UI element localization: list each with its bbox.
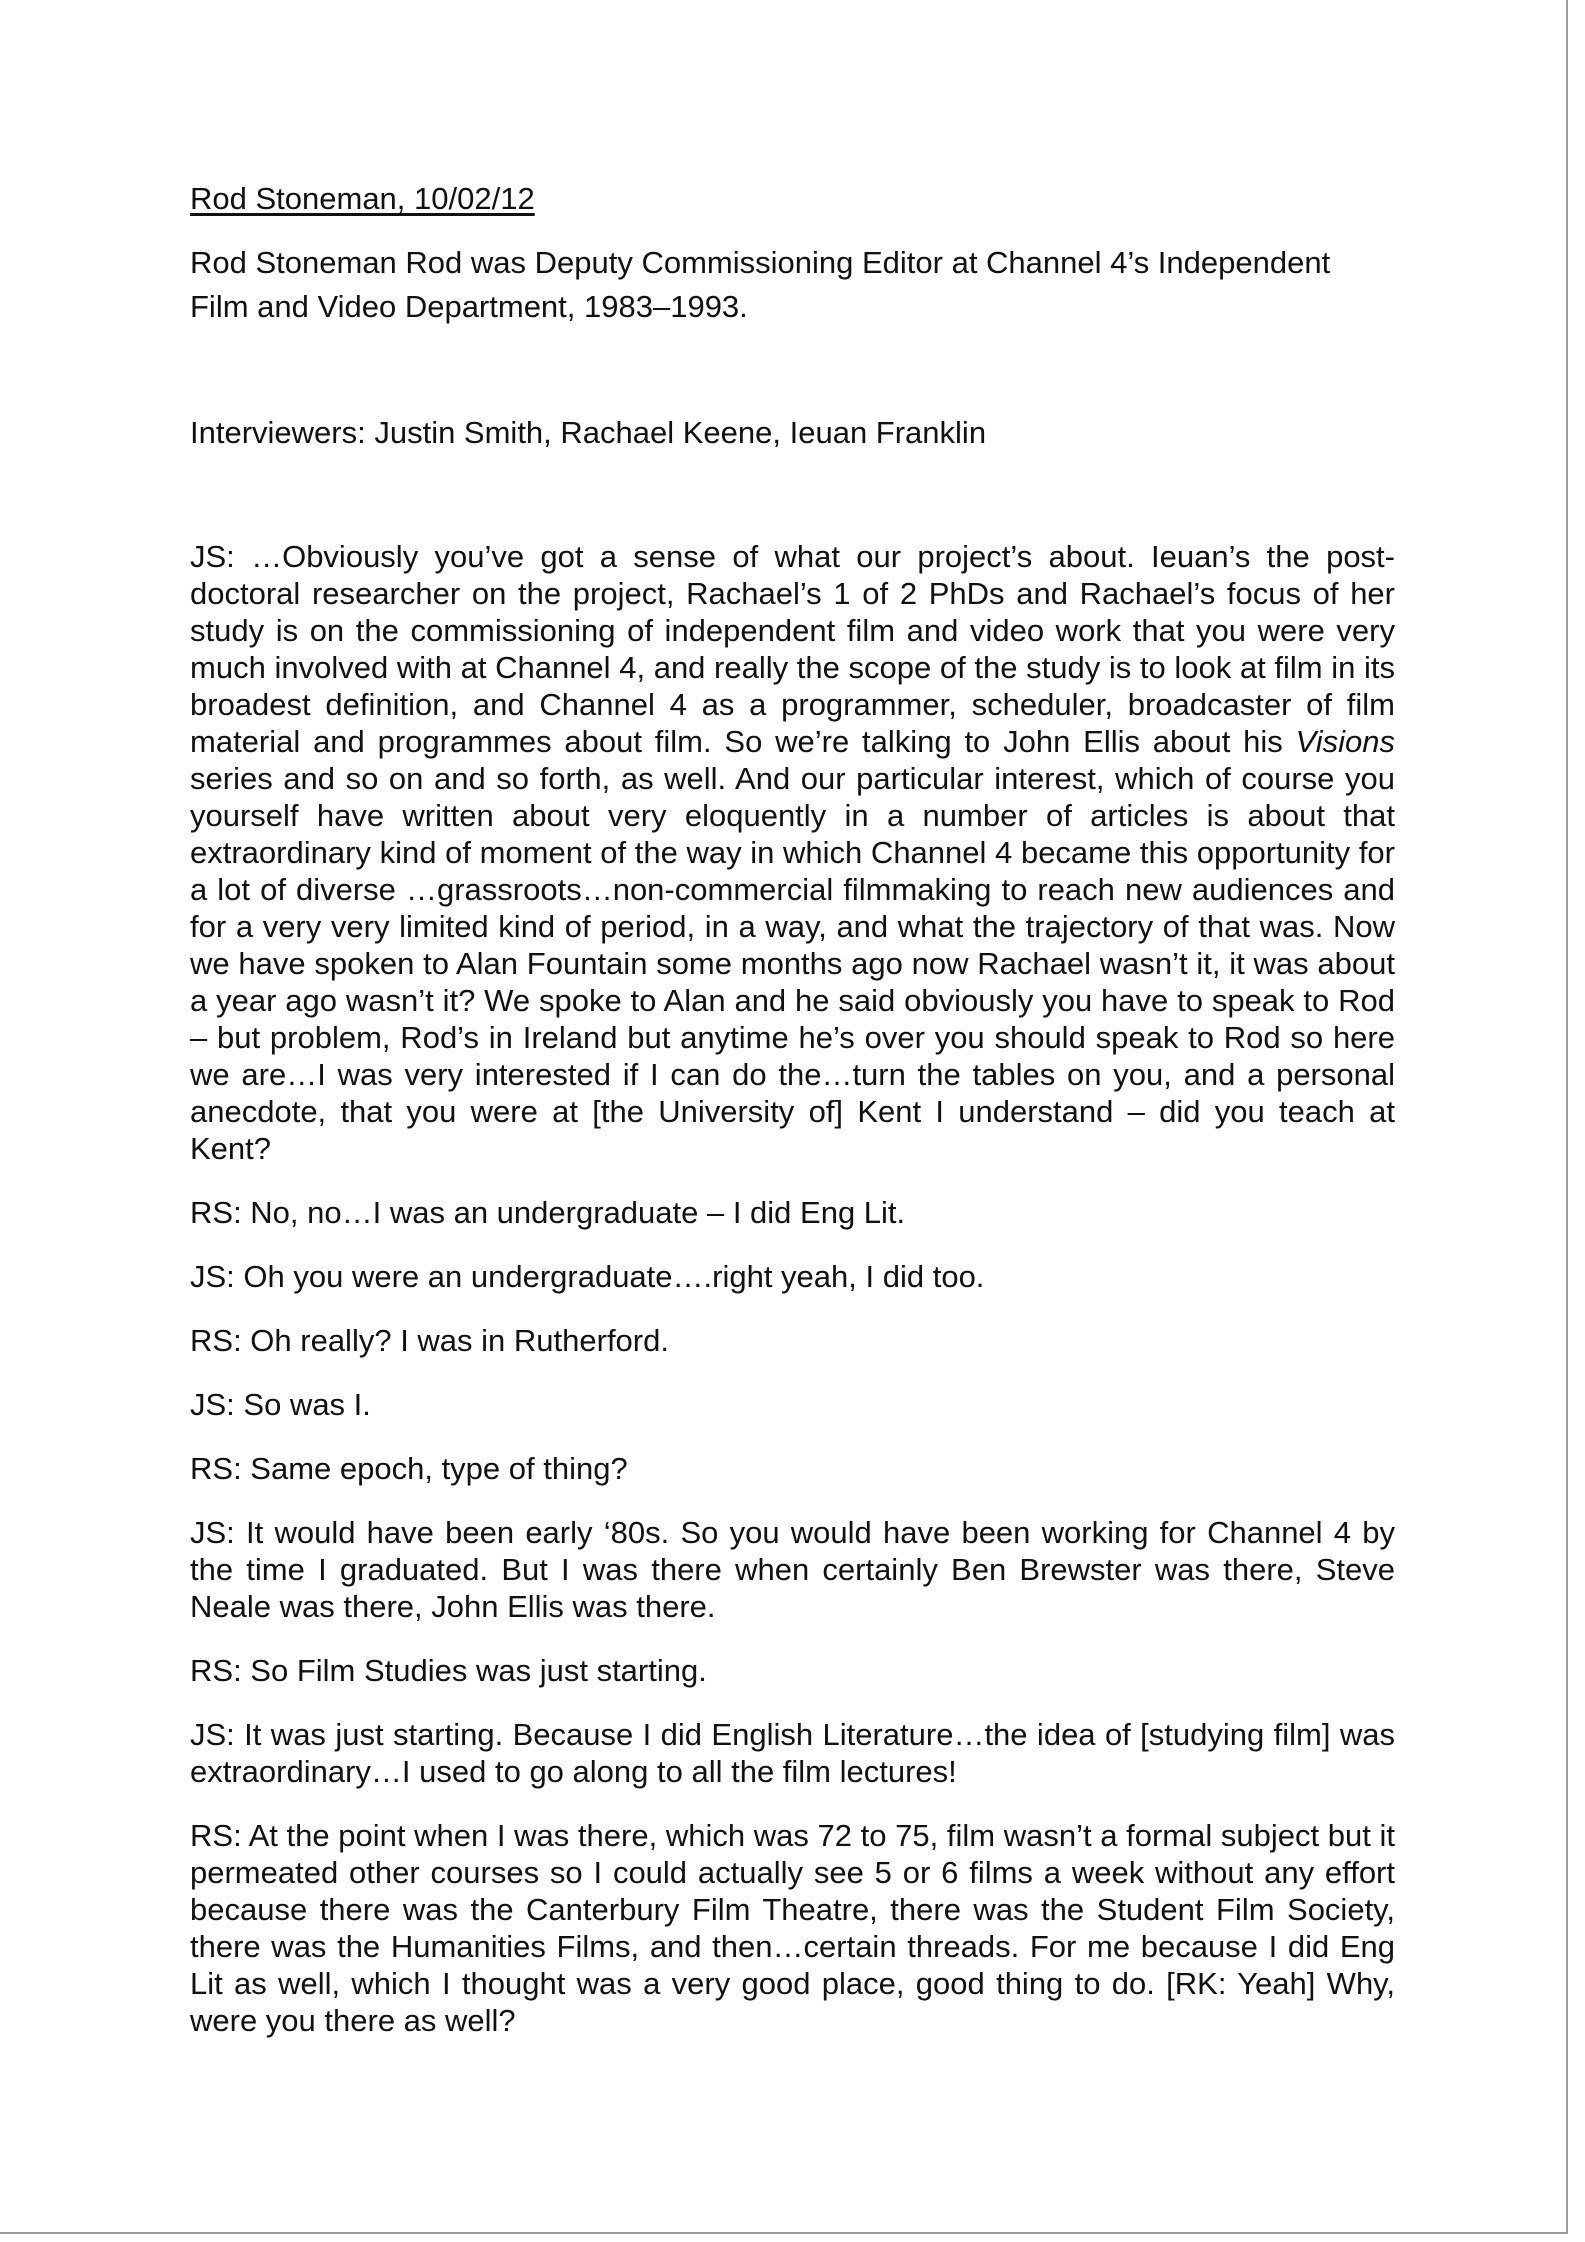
transcript-paragraph: RS: Same epoch, type of thing?: [190, 1451, 628, 1486]
italic-title: Visions: [1295, 724, 1395, 759]
transcript-paragraph: JS: It was just starting. Because I did English Literature…the idea of [studying film] was extraordinary…I used to go along to all the film lectures!: [190, 1717, 1395, 1789]
paragraph-text: JS: …Obviously you’ve got a sense of what our project’s about. Ieuan’s the post-doctoral researcher on the project, Rachael’s 1 of 2 PhDs and Rachael’s focus of her study is on the commissioning of independent film and video work that you were very much involved with at Channel 4, and really the scope of the study is to look at film in its broadest definition, and Channel 4 as a programmer, scheduler, broadcaster of film material and programmes about film. So we’re talking to John Ellis about his: [190, 539, 1395, 759]
transcript-paragraph: JS: So was I.: [190, 1387, 371, 1422]
transcript-paragraph: RS: At the point when I was there, which was 72 to 75, film wasn’t a formal subject but it permeated other courses so I could actually see 5 or 6 films a week without any effort because there was the Canterbury Film Theatre, there was the Student Film Society, there was the Humanities Films, and then…certain threads. For me because I did Eng Lit as well, which I thought was a very good place, good thing to do. [RK: Yeah] Why, were you there as well?: [190, 1818, 1395, 2038]
document-body: [190, 180, 1395, 2066]
interviewee-bio: Rod Stoneman Rod was Deputy Commissioning Editor at Channel 4’s Independent Film and Video Department, 1983–1993.: [190, 245, 1331, 324]
interviewers-line: Interviewers: Justin Smith, Rachael Keene, Ieuan Franklin: [190, 415, 987, 450]
transcript-paragraph: [190, 538, 1395, 1167]
transcript-paragraph: JS: Oh you were an undergraduate….right yeah, I did too.: [190, 1259, 985, 1294]
transcript-paragraph: JS: It would have been early ‘80s. So you would have been working for Channel 4 by the time I graduated. But I was there when certainly Ben Brewster was there, Steve Neale was there, John Ellis was there.: [190, 1515, 1395, 1624]
document-title: Rod Stoneman, 10/02/12: [190, 181, 535, 216]
transcript-paragraph: RS: Oh really? I was in Rutherford.: [190, 1323, 669, 1358]
transcript-paragraph: RS: No, no…I was an undergraduate – I did Eng Lit.: [190, 1195, 906, 1230]
paragraph-text: series and so on and so forth, as well. And our particular interest, which of course you yourself have written about very eloquently in a number of articles is about that extraordinary kind of moment of the way in which Channel 4 became this opportunity for a lot of diverse …grassroots…non-commercial filmmaking to reach new audiences and for a very very limited kind of period, in a way, and what the trajectory of that was. Now we have spoken to Alan Fountain some months ago now Rachael wasn’t it, it was about a year ago wasn’t it? We spoke to Alan and he said obviously you have to speak to Rod – but problem, Rod’s in Ireland but anytime he’s over you should speak to Rod so here we are…I was very interested if I can do the…turn the tables on you, and a personal anecdote, that you were at [the University of] Kent I understand – did you teach at Kent?: [190, 761, 1395, 1166]
transcript-paragraph: RS: So Film Studies was just starting.: [190, 1653, 707, 1688]
